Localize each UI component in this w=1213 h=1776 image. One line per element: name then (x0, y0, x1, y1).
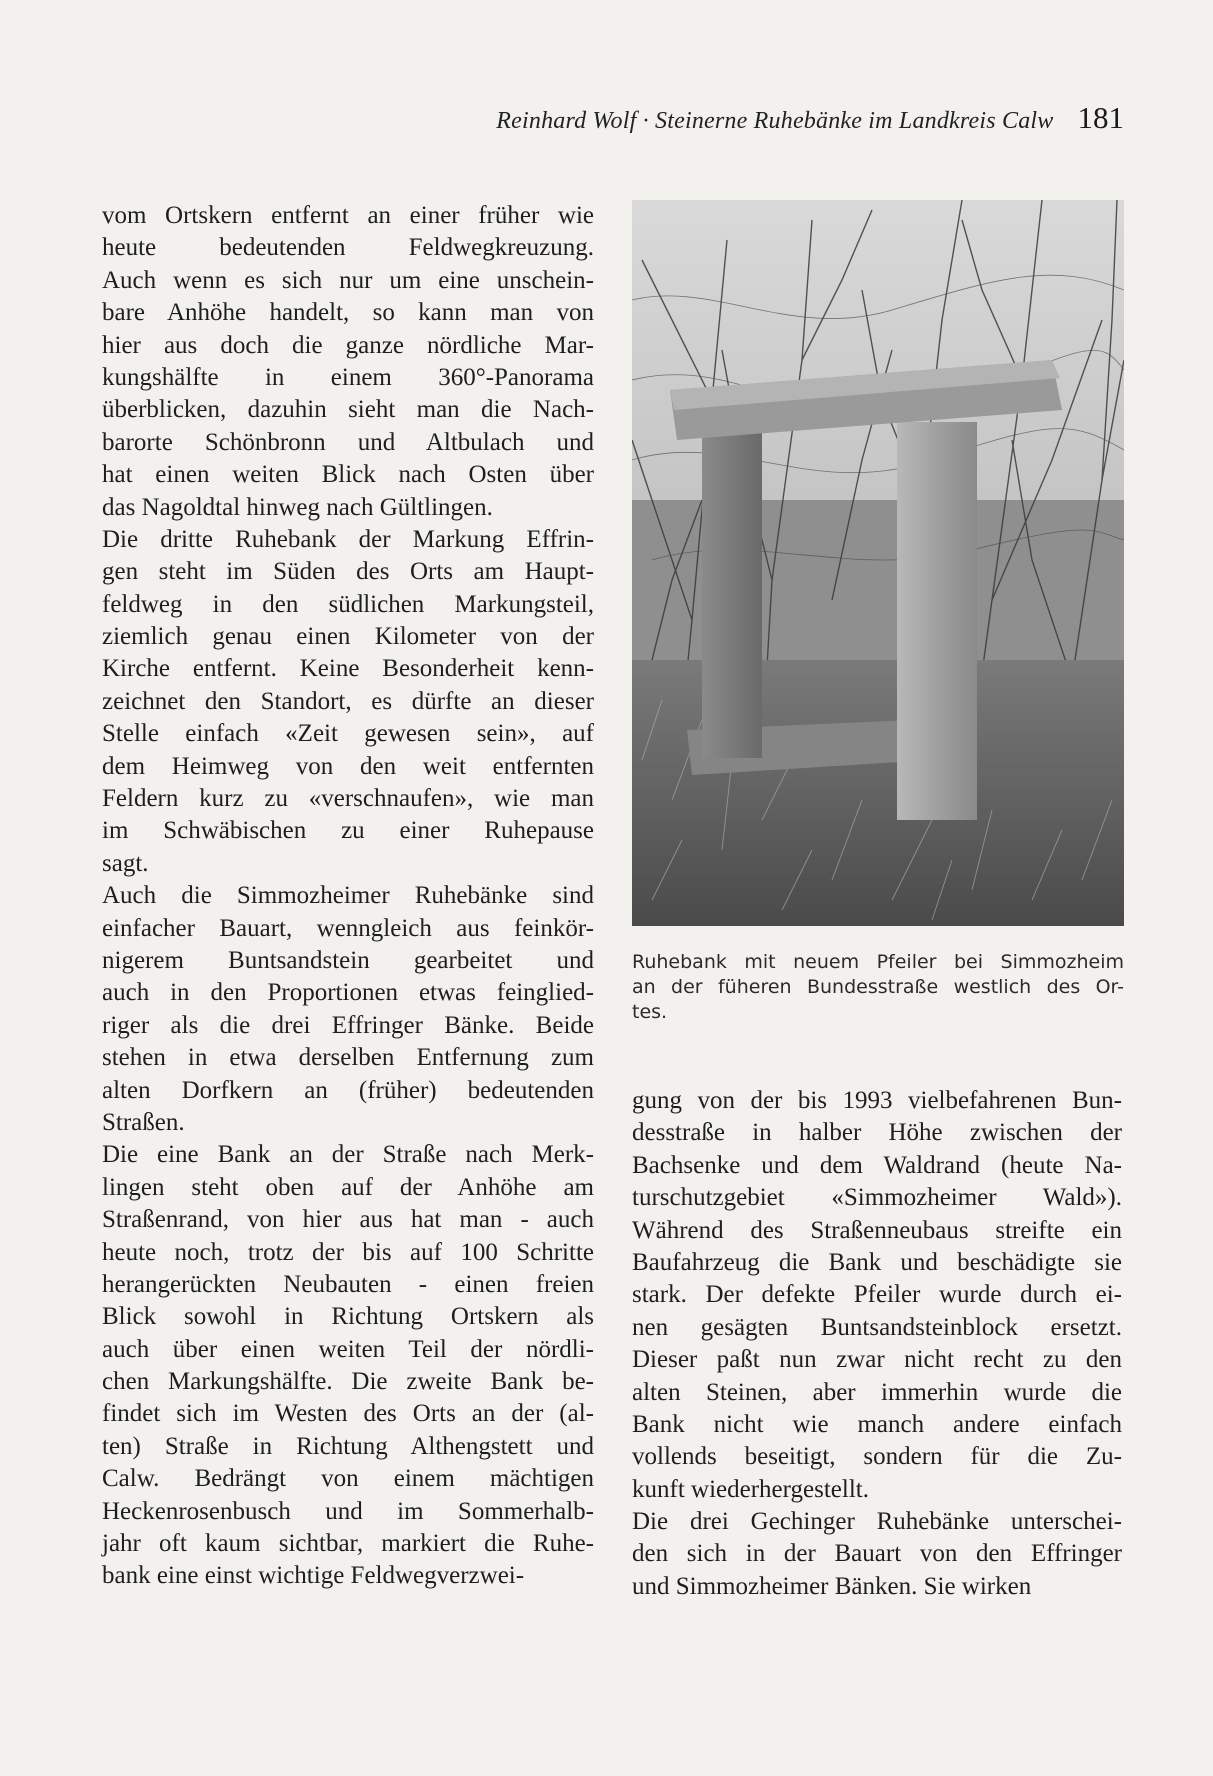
text-line: Auch wenn es sich nur um eine unschein- (102, 266, 594, 294)
text-line: nen gesägten Buntsandsteinblock ersetzt. (632, 1313, 1122, 1341)
text-line: Heckenrosenbusch und im Sommerhalb- (102, 1497, 594, 1525)
text-line: alten Steinen, aber immerhin wurde die (632, 1378, 1122, 1406)
text-line: Straßenrand, von hier aus hat man - auch (102, 1206, 594, 1234)
text-line: jahr oft kaum sichtbar, markiert die Ruhe- (102, 1530, 594, 1558)
text-line: Dieser paßt nun zwar nicht recht zu den (632, 1346, 1122, 1374)
text-line: desstraße in halber Höhe zwischen der (632, 1119, 1122, 1147)
text-line: nigerem Buntsandstein gearbeitet und (102, 946, 594, 974)
text-line: den sich in der Bauart von den Effringer (632, 1540, 1122, 1568)
text-line: findet sich im Westen des Orts an der (al- (102, 1400, 594, 1428)
text-line: sagt. (102, 849, 149, 877)
text-line: heute bedeutenden Feldwegkreuzung. (102, 234, 594, 262)
text-line: und Simmozheimer Bänken. Sie wirken (632, 1572, 1032, 1600)
text-line: überblicken, dazuhin sieht man die Nach- (102, 396, 594, 424)
text-line: Die eine Bank an der Straße nach Merk- (102, 1141, 594, 1169)
text-line: kungshälfte in einem 360°-Panorama (102, 363, 594, 391)
text-line: barorte Schönbronn und Altbulach und (102, 428, 594, 456)
text-line: chen Markungshälfte. Die zweite Bank be- (102, 1368, 594, 1396)
text-line: gung von der bis 1993 vielbefahrenen Bun- (632, 1087, 1122, 1114)
text-line: vom Ortskern entfernt an einer früher wie (102, 202, 594, 229)
text-line: stark. Der defekte Pfeiler wurde durch ei- (632, 1281, 1122, 1309)
text-line: auch in den Proportionen etwas feinglied- (102, 979, 594, 1007)
page-number: 181 (1077, 100, 1124, 135)
text-line: Bank nicht wie manch andere einfach (632, 1410, 1122, 1438)
text-line: bank eine einst wichtige Feldwegverzwei- (102, 1562, 525, 1590)
text-line: vollends beseitigt, sondern für die Zu- (632, 1443, 1122, 1471)
text-line: Während des Straßenneubaus streifte ein (632, 1216, 1122, 1244)
text-line: zeichnet den Standort, es dürfte an dieser (102, 687, 594, 715)
text-line: stehen in etwa derselben Entfernung zum (102, 1044, 594, 1072)
text-line: an der füheren Bundesstraße westlich des Or- (632, 976, 1124, 998)
text-line: lingen steht oben auf der Anhöhe am (102, 1173, 594, 1201)
text-line: feldweg in den südlichen Markungsteil, (102, 590, 594, 618)
figure-caption (632, 950, 1124, 1025)
running-title: Reinhard Wolf · Steinerne Ruhebänke im Landkreis Calw (496, 108, 1054, 134)
text-line: Kirche entfernt. Keine Besonderheit kenn- (102, 655, 594, 683)
running-head (380, 100, 1124, 140)
text-line: Straßen. (102, 1108, 185, 1136)
text-line: hier aus doch die ganze nördliche Mar- (102, 331, 594, 359)
text-line: einfacher Bauart, wenngleich aus feinkör- (102, 914, 594, 942)
text-line: riger als die drei Effringer Bänke. Beide (102, 1011, 594, 1039)
text-line: Stelle einfach «Zeit gewesen sein», auf (102, 720, 594, 748)
text-line: turschutzgebiet «Simmozheimer Wald»). (632, 1184, 1122, 1212)
text-line: alten Dorfkern an (früher) bedeutenden (102, 1076, 594, 1104)
text-line: bare Anhöhe handelt, so kann man von (102, 299, 594, 327)
text-line: Ruhebank mit neuem Pfeiler bei Simmozheim (632, 951, 1124, 973)
text-line: heute noch, trotz der bis auf 100 Schritte (102, 1238, 594, 1266)
text-line: ziemlich genau einen Kilometer von der (102, 623, 594, 651)
text-line: Baufahrzeug die Bank und beschädigte sie (632, 1248, 1122, 1276)
right-column (632, 1085, 1122, 1603)
text-line: Blick sowohl in Richtung Ortskern als (102, 1303, 594, 1331)
text-line: kunft wiederhergestellt. (632, 1475, 869, 1503)
text-line: das Nagoldtal hinweg nach Gültlingen. (102, 493, 493, 521)
text-line: Feldern kurz zu «verschnaufen», wie man (102, 785, 594, 813)
text-line: hat einen weiten Blick nach Osten über (102, 461, 594, 489)
bench-photo (632, 200, 1124, 926)
left-column (102, 200, 594, 1593)
text-line: tes. (632, 1001, 668, 1023)
text-line: gen steht im Süden des Orts am Haupt- (102, 558, 594, 586)
text-line: Die drei Gechinger Ruhebänke unterschei- (632, 1508, 1122, 1536)
text-line: auch über einen weiten Teil der nördli- (102, 1335, 594, 1363)
text-line: herangerückten Neubauten - einen freien (102, 1270, 594, 1298)
bench-photo-illustration (632, 200, 1124, 926)
text-line: Die dritte Ruhebank der Markung Effrin- (102, 525, 594, 553)
text-line: dem Heimweg von den weit entfernten (102, 752, 594, 780)
text-line: Calw. Bedrängt von einem mächtigen (102, 1465, 594, 1493)
text-line: ten) Straße in Richtung Althengstett und (102, 1432, 594, 1460)
text-line: im Schwäbischen zu einer Ruhepause (102, 817, 594, 845)
text-line: Auch die Simmozheimer Ruhebänke sind (102, 882, 594, 910)
text-line: Bachsenke und dem Waldrand (heute Na- (632, 1151, 1122, 1179)
